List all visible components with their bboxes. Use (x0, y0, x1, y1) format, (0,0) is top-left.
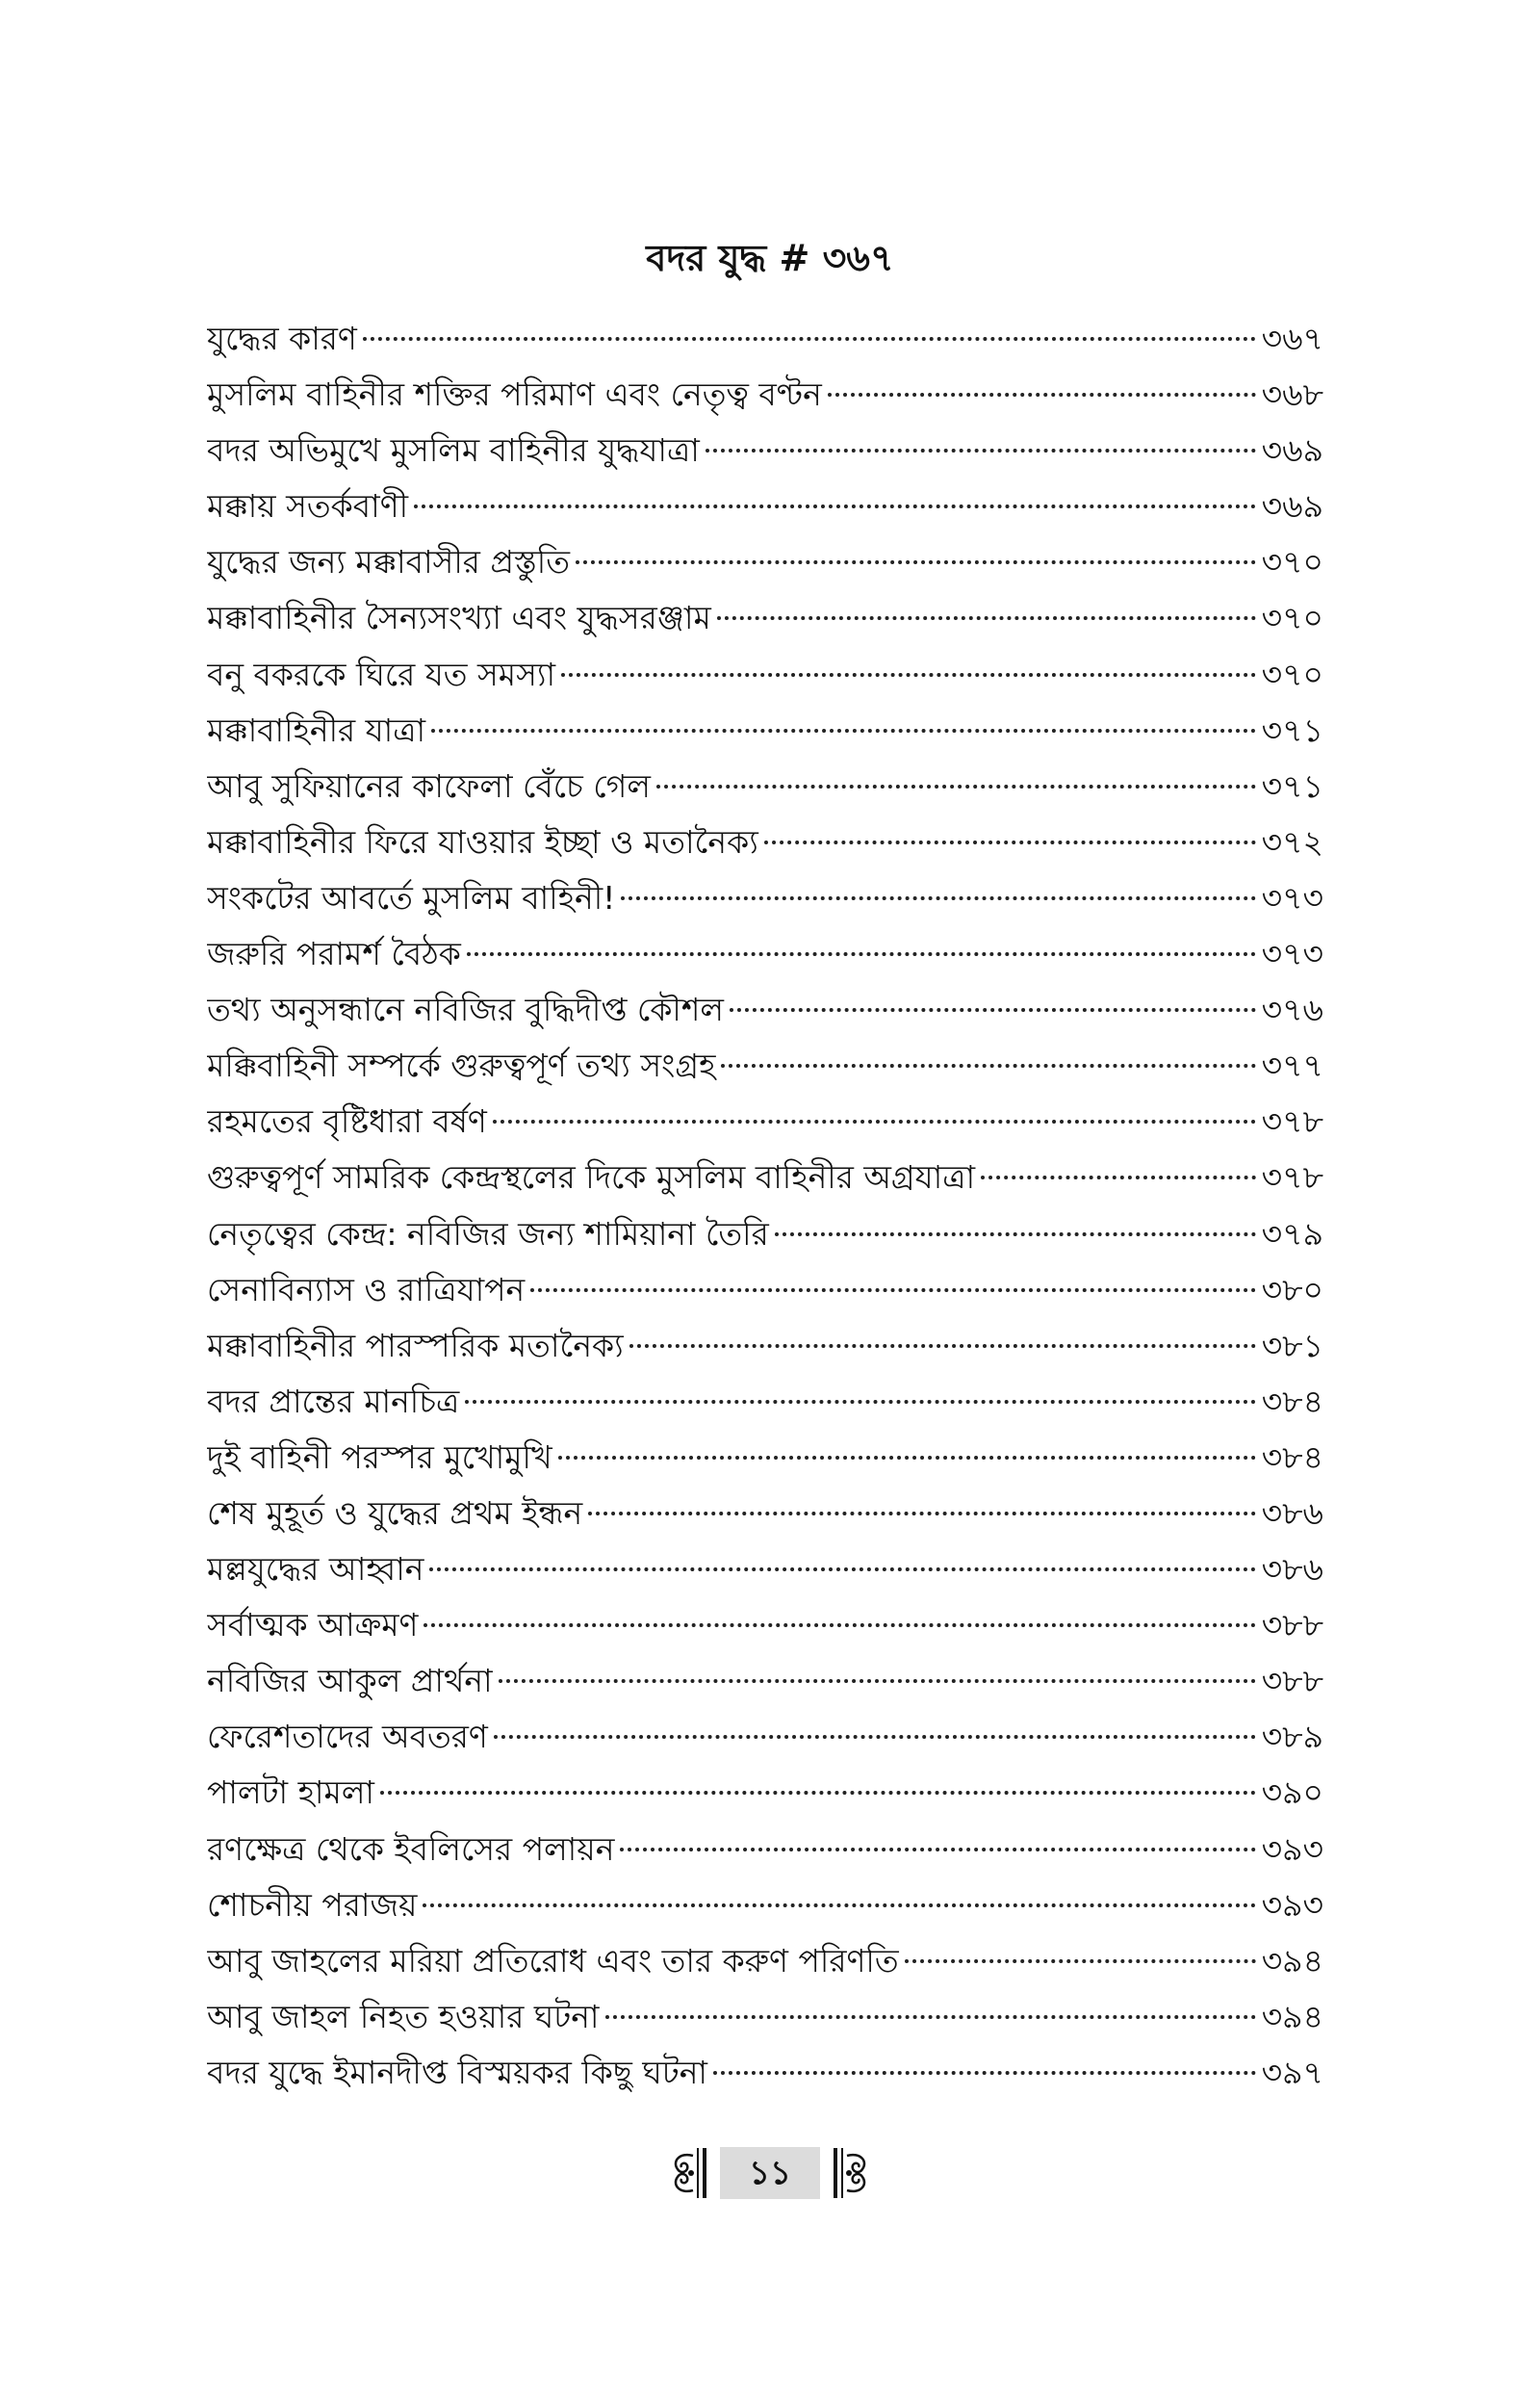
toc-entry-page: ৩৯৭ (1261, 2053, 1323, 2091)
toc-entry-page: ৩৮৬ (1261, 1550, 1323, 1589)
toc-entry-label: রহমতের বৃষ্টিধারা বর্ষণ (207, 1102, 487, 1141)
toc-entry-label: মক্কাবাহিনীর যাত্রা (207, 711, 426, 749)
dot-leader (588, 1512, 1255, 1515)
dot-leader (620, 1848, 1255, 1851)
dot-leader (656, 785, 1256, 789)
toc-entry (207, 479, 1323, 534)
toc-entry-page: ৩৭৩ (1261, 935, 1323, 973)
toc-entry (207, 590, 1323, 646)
dot-leader (414, 505, 1256, 508)
toc-entry (207, 815, 1323, 870)
toc-entry-page: ৩৯৩ (1261, 1829, 1323, 1868)
toc-entry (207, 647, 1323, 703)
dot-leader (576, 560, 1256, 564)
toc-entry (207, 1038, 1323, 1094)
toc-entry-page: ৩৮৮ (1261, 1606, 1323, 1644)
dot-leader (424, 1623, 1255, 1627)
toc-entry-page: ৩৯০ (1261, 1773, 1323, 1812)
toc-entry-page: ৩৬৯ (1261, 487, 1323, 526)
toc-entry-label: বনু বকরকে ঘিরে যত সমস্যা (207, 655, 556, 693)
toc-entry-label: মক্কাবাহিনীর পারস্পরিক মতানৈক্য (207, 1326, 624, 1364)
dot-leader (828, 393, 1256, 397)
toc-entry-label: শোচনীয় পরাজয় (207, 1885, 418, 1924)
page-number: ১১ (720, 2147, 820, 2199)
toc-entry-page: ৩৮০ (1261, 1270, 1323, 1308)
toc-entry (207, 1989, 1323, 2045)
toc-entry-page: ৩৭০ (1261, 655, 1323, 693)
dot-leader (721, 1064, 1255, 1068)
toc-entry (207, 1541, 1323, 1597)
toc-entry (207, 1486, 1323, 1541)
dot-leader (431, 729, 1256, 733)
toc-entry (207, 1765, 1323, 1821)
toc-entry-page: ৩৬৮ (1261, 375, 1323, 414)
toc-entry (207, 311, 1323, 367)
toc-entry (207, 926, 1323, 982)
page-footer (0, 2144, 1540, 2202)
dot-leader (605, 2015, 1256, 2019)
toc-entry-label: বদর যুদ্ধে ইমানদীপ্ত বিস্ময়কর কিছু ঘটনা (207, 2053, 707, 2091)
toc-entry-label: মুসলিম বাহিনীর শক্তির পরিমাণ এবং নেতৃত্ব বণ্টন (207, 375, 822, 414)
toc-entry (207, 1206, 1323, 1262)
dot-leader (493, 1120, 1256, 1124)
toc-entry-page: ৩৭৩ (1261, 878, 1323, 917)
toc-entry-page: ৩৭৬ (1261, 991, 1323, 1029)
toc-entry-page: ৩৮১ (1261, 1326, 1323, 1364)
dot-leader (775, 1232, 1256, 1236)
toc-entry-label: মক্কায় সতর্কবাণী (207, 487, 409, 526)
toc-entry (207, 1430, 1323, 1486)
toc-entry-label: রণক্ষেত্র থেকে ইবলিসের পলায়ন (207, 1829, 615, 1868)
toc-entry-label: যুদ্ধের জন্য মক্কাবাসীর প্রস্তুতি (207, 543, 570, 582)
dot-leader (558, 1456, 1256, 1460)
toc-entry-page: ৩৭৯ (1261, 1214, 1323, 1253)
dot-leader (981, 1176, 1256, 1179)
toc-entry (207, 1262, 1323, 1318)
toc-entry-page: ৩৯৪ (1261, 1997, 1323, 2035)
section-title: বদর যুদ্ধ # ৩৬৭ (646, 237, 894, 279)
floral-ornament-right-icon (830, 2144, 874, 2202)
toc-entry-page: ৩৮৮ (1261, 1662, 1323, 1700)
toc-entry-label: জরুরি পরামর্শ বৈঠক (207, 935, 461, 973)
toc-entry (207, 1877, 1323, 1933)
toc-entry-label: সেনাবিন্যাস ও রাত্রিযাপন (207, 1270, 526, 1308)
toc-entry-page: ৩৭০ (1261, 599, 1323, 637)
toc-entry-label: মক্কাবাহিনীর সৈন্যসংখ্যা এবং যুদ্ধসরঞ্জাম (207, 599, 711, 637)
toc-entry-page: ৩৭৮ (1261, 1102, 1323, 1141)
dot-leader (764, 841, 1256, 844)
toc-entry-label: গুরুত্বপূর্ণ সামরিক কেন্দ্রস্থলের দিকে মুসলিম বাহিনীর অগ্রযাত্রা (207, 1158, 976, 1197)
toc-entry-label: আবু সুফিয়ানের কাফেলা বেঁচে গেল (207, 766, 651, 805)
toc-entry (207, 870, 1323, 926)
dot-leader (363, 337, 1256, 341)
toc-entry-page: ৩৯৩ (1261, 1885, 1323, 1924)
toc-entry-label: মক্কিবাহিনী সম্পর্কে গুরুত্বপূর্ণ তথ্য সংগ্রহ (207, 1047, 716, 1085)
dot-leader (467, 952, 1256, 956)
toc-entry-page: ৩৬৭ (1261, 320, 1323, 357)
dot-leader (465, 1400, 1255, 1404)
toc-entry (207, 759, 1323, 815)
toc-entry-label: বদর প্রান্তের মানচিত্র (207, 1382, 460, 1420)
toc-entry-label: সর্বাত্মক আক্রমণ (207, 1606, 419, 1644)
toc-entry (207, 1094, 1323, 1150)
toc-entry-page: ৩৯৪ (1261, 1941, 1323, 1980)
dot-leader (717, 616, 1256, 620)
toc-entry (207, 2045, 1323, 2101)
dot-leader (494, 1735, 1256, 1739)
toc-entry-label: সংকটের আবর্তে মুসলিম বাহিনী! (207, 878, 616, 917)
dot-leader (499, 1679, 1256, 1683)
toc-entry (207, 1933, 1323, 1989)
toc-entry-label: নবিজির আকুল প্রার্থনা (207, 1662, 493, 1700)
dot-leader (621, 896, 1255, 900)
toc-entry-label: তথ্য অনুসন্ধানে নবিজির বুদ্ধিদীপ্ত কৌশল (207, 991, 724, 1029)
toc-entry-label: মল্লযুদ্ধের আহ্বান (207, 1550, 424, 1589)
dot-leader (530, 1288, 1255, 1292)
toc-entry (207, 367, 1323, 423)
toc-entry-label: বদর অভিমুখে মুসলিম বাহিনীর যুদ্ধযাত্রা (207, 431, 700, 470)
dot-leader (905, 1959, 1256, 1963)
toc-entry (207, 1597, 1323, 1653)
toc-entry (207, 1709, 1323, 1765)
toc-entry-page: ৩৮৪ (1261, 1382, 1323, 1420)
toc-entry (207, 1150, 1323, 1205)
toc-entry (207, 534, 1323, 590)
dot-leader (429, 1567, 1255, 1571)
toc-entry-page: ৩৭১ (1261, 711, 1323, 749)
dot-leader (706, 449, 1256, 453)
toc-entry (207, 1822, 1323, 1877)
toc-entry-page: ৩৬৯ (1261, 431, 1323, 470)
toc-entry-page: ৩৭১ (1261, 766, 1323, 805)
toc-entry-label: আবু জাহলের মরিয়া প্রতিরোধ এবং তার করুণ পরিণতি (207, 1941, 899, 1980)
dot-leader (423, 1903, 1255, 1907)
toc-entry-label: শেষ মুহূর্ত ও যুদ্ধের প্রথম ইন্ধন (207, 1493, 583, 1532)
toc-entry-label: আবু জাহল নিহত হওয়ার ঘটনা (207, 1997, 600, 2035)
toc-entry-page: ৩৮৯ (1261, 1718, 1323, 1756)
toc-entry (207, 423, 1323, 479)
toc-entry (207, 1318, 1323, 1374)
toc-entry (207, 703, 1323, 759)
toc-entry-page: ৩৭০ (1261, 543, 1323, 582)
dot-leader (380, 1791, 1256, 1795)
toc-entry-label: যুদ্ধের কারণ (207, 320, 357, 357)
toc-entry-page: ৩৭৭ (1261, 1047, 1323, 1085)
dot-leader (561, 673, 1256, 677)
toc-entry-page: ৩৭২ (1261, 822, 1323, 861)
toc-entry-page: ৩৮৪ (1261, 1437, 1323, 1476)
floral-ornament-left-icon (666, 2144, 710, 2202)
dot-leader (713, 2071, 1256, 2075)
toc-entry-label: নেতৃত্বের কেন্দ্র: নবিজির জন্য শামিয়ানা তৈরি (207, 1214, 769, 1253)
toc-entry (207, 982, 1323, 1038)
toc-entry-label: ফেরেশতাদের অবতরণ (207, 1718, 488, 1756)
toc-entry-label: দুই বাহিনী পরস্পর মুখোমুখি (207, 1437, 552, 1476)
toc-entry-page: ৩৭৮ (1261, 1158, 1323, 1197)
toc-entry-page: ৩৮৬ (1261, 1493, 1323, 1532)
toc-entry-label: পালটা হামলা (207, 1773, 374, 1812)
toc-entry-label: মক্কাবাহিনীর ফিরে যাওয়ার ইচ্ছা ও মতানৈক্য (207, 822, 758, 861)
toc-entry (207, 1653, 1323, 1709)
toc-entry (207, 1374, 1323, 1430)
dot-leader (730, 1008, 1256, 1012)
dot-leader (629, 1344, 1256, 1348)
table-of-contents (207, 311, 1323, 2101)
